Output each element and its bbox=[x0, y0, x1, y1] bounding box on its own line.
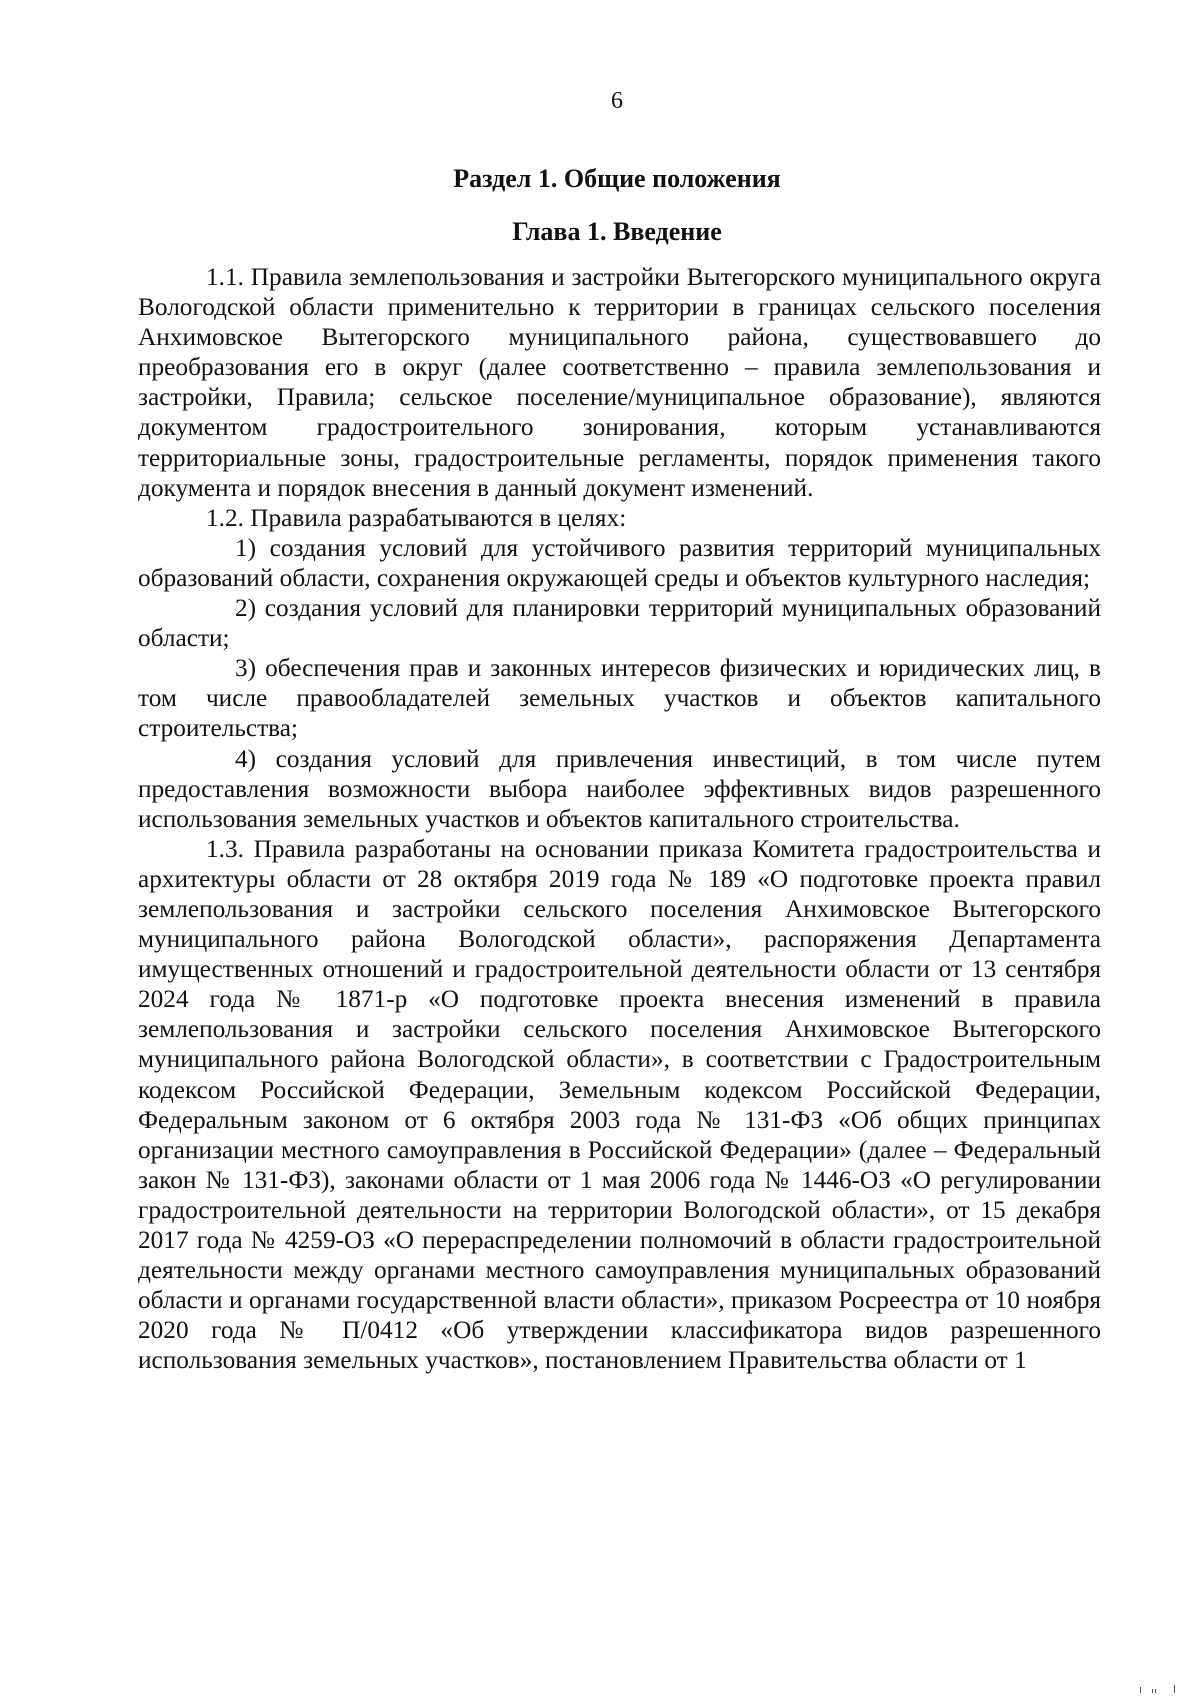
chapter-title: Глава 1. Введение bbox=[512, 217, 722, 246]
paragraph-1-1: 1.1. Правила землепользования и застройки Вытегорского муниципального округа Вологодской области применительно к территории в границах сельского поселения Анхимовское Вытегорского муниципального района, существовавшего до преобразования его в округ (далее соответственно – правила землепользования и застройки, Правила; сельское поселение/муниципальное образование), являются документом градостроительного зонирования, которым устанавливаются территориальные зоны, градостроительные регламенты, порядок применения такого документа и порядок внесения в данный документ изменений. bbox=[138, 263, 1101, 502]
list-item-4: 4) создания условий для привлечения инвестиций, в том числе путем предоставления возможности выбора наиболее эффективных видов разрешенного использования земельных участков и объектов капитального строительства. bbox=[138, 744, 1101, 833]
paragraph-1-3: 1.3. Правила разработаны на основании приказа Комитета градостроительства и архитектуры области от 28 октября 2019 года № 189 «О подготовке проекта правил землепользования и застройки сельского поселения Анхимовское Вытегорского муниципального района Вологодской области», распоряжения Департамента имущественных отношений и градостроительной деятельности области от 13 сентября 2024 года № 1871-р «О подготовке проекта внесения изменений в правила землепользования и застройки сельского поселения Анхимовское Вытегорского муниципального района Вологодской области», в соответствии с Градостроительным кодексом Российской Федерации, Земельным кодексом Российской Федерации, Федеральным законом от 6 октября 2003 года № 131-ФЗ «Об общих принципах организации местного самоуправления в Российской Федерации» (далее – Федеральный закон № 131-ФЗ), законами области от 1 мая 2006 года № 1446-ОЗ «О регулировании градостроительной деятельности на территории Вологодской области», от 15 декабря 2017 года № 4259-ОЗ «О перераспределении полномочий в области градостроительной деятельности между органами местного самоуправления муниципальных образований области и органами государственной власти области», приказом Росреестра от 10 ноября 2020 года № П/0412 «Об утверждении классификатора видов разрешенного использования земельных участков», постановлением Правительства области от 1 bbox=[138, 834, 1101, 1375]
list-item-2: 2) создания условий для планировки территорий муниципальных образований области; bbox=[138, 594, 1101, 653]
scan-artifact bbox=[1138, 1685, 1178, 1693]
paragraph-1-2: 1.2. Правила разрабатываются в целях: bbox=[206, 503, 627, 532]
list-item-3: 3) обеспечения прав и законных интересов физических и юридических лиц, в том числе правообладателей земельных участков и объектов капитального строительства; bbox=[138, 654, 1101, 743]
list-item-1: 1) создания условий для устойчивого развития территорий муниципальных образований области, сохранения окружающей среды и объектов культурного наследия; bbox=[138, 533, 1101, 592]
document-body bbox=[138, 262, 1101, 1375]
page-number: 6 bbox=[611, 88, 623, 114]
section-title: Раздел 1. Общие положения bbox=[453, 164, 781, 193]
